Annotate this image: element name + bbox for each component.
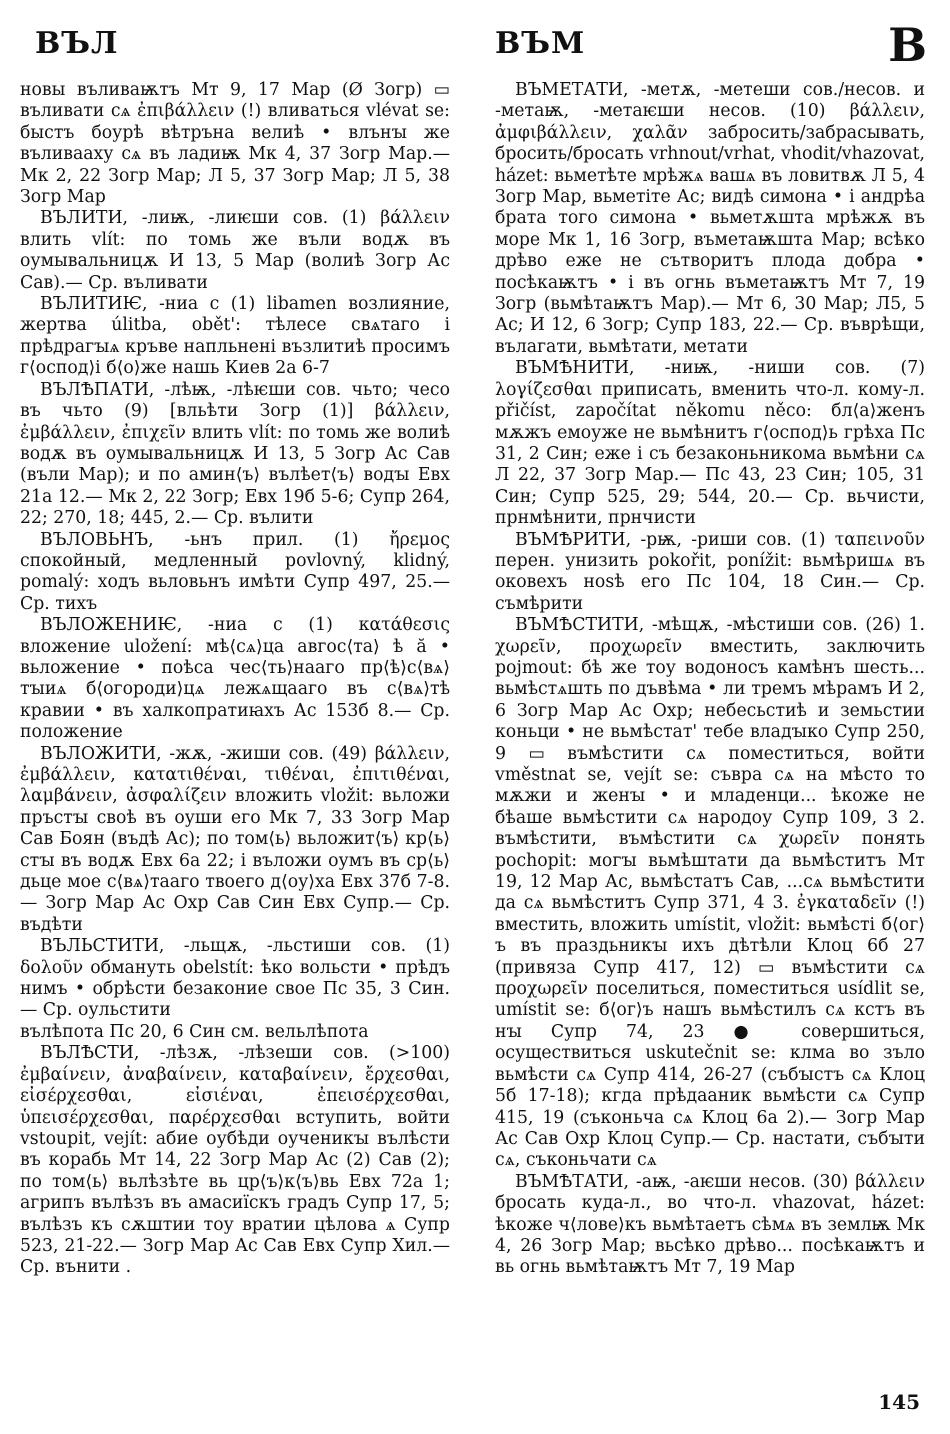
left-column [20,80,450,1279]
entry-valepota: вълѣпота Пс 20, 6 Син см. вельлѣпота [20,1021,369,1042]
section-letter: В [888,18,928,72]
entry-vametati: ВЪМЕТАТИ, -метѫ, -метеши сов./несов. и -метаѭ, -метаѥши несов. (10) βάλλειν, ἀμφιβάλλειν, χαλᾶν забросить/забрасывать, бросить/бросать vrhnout/vrhat, vhodit/vhazovat, házet: вьметѣте мрѣжѧ вашѧ въ ловитвѫ Л 5, 4 Зогр Мар, вьметіте Ас; видѣ симона • і андрѣа брата того симона • вьметѫшта мрѣжѫ въ море Мк 1, 16 Зогр, въметаѭшта Мар; всѣко дрѣво еже не сътворитъ плода добра • посѣкаѭтъ • і въ огнь въметаѭтъ Мт 7, 19 Зогр (вьмѣтаѭтъ Мар).— Мт 6, 30 Мар; Л5, 5 Ас; И 12, 6 Зогр; Супр 183, 22.— Ср. въврѣщи, вълагати, вьмѣтати, метати [495,80,926,357]
entry-valitie: ВЪЛИТИѤ, -ниа с (1) libamen возлияние, жертва úlitba, obět': тѣлесе свѧтаго і прѣдрагꙑѧ кръве напльнені възлитиѣ просимъ г⟨оспод⟩і б⟨о⟩же нашь Киев 2а 6-7 [20,294,450,379]
entry-vametati-impf: ВЪМѢТАТИ, -аѭ, -аѥши несов. (30) βάλλειν бросать куда-л., во что-л. vhazovat, házet: ѣкоже ч⟨лове⟩къ вьмѣтаетъ сѣмѧ въ землѭ Мк 4, 26 Зогр Мар; вьсѣко дрѣво... посѣкаѭтъ и вь огнь вьмѣтаѭтъ Мт 7, 19 Мар [495,1171,925,1278]
entry-valozhiti: ВЪЛОЖИТИ, -жѫ, -жиши сов. (49) βάλλειν, ἐμβάλλειν, κατατιθέναι, τιθέναι, ἐπιτιθέναι, λαμβάνειν, ἀσφαλίζειν вложить vložit: вьложи пръстꙑ своѣ въ оуши его Мк 7, 33 Зогр Мар Сав Боян (въдѣ Ас); по том⟨ь⟩ вьложит⟨ъ⟩ кр⟨ь⟩стꙑ въ водѫ Евх 6а 22; і въложи оумъ въ ср⟨ь⟩дьце мое с⟨вѧ⟩тааго твоего д⟨оу⟩ха Евх 37б 7-8.— Зогр Мар Ас Охр Сав Син Евх Супр.— Ср. въдѣти [20,743,450,935]
entry-valstiti: ВЪЛЬСТИТИ, -льщѫ, -льстиши сов. (1) δολοῦν обмануть obelstít: ѣко вольсти • прѣдъ нимъ • обрѣсти безаконие свое Пс 35, 3 Син.— Ср. оульстити [20,936,450,1021]
running-head-center: ВЪМ [495,26,586,61]
entry-valesti: ВЪЛѢСТИ, -лѣзѫ, -лѣзеши сов. (>100) ἐμβαίνειν, ἀναβαίνειν, καταβαίνειν, ἔρχεσθαι, εἰσέρχεσθαι, εἰσιέναι, ἐπεισέρχεσθαι, ὑπεισέρχεσθαι, παρέρχεσθαι вступить, войти vstoupit, vejít: абие оубѣди оученикꙑ вълѣсти въ корабь Мт 14, 22 Зогр Мар Ас (2) Сав (2); по том⟨ь⟩ вьлѣзѣте вь цр⟨ъ⟩к⟨ъ⟩вь Евх 72а 1; агрипъ вълѣзъ въ амасиїскъ градъ Супр 17, 5; вълѣзъ къ сѫштии тоу вратии цѣлова ѧ Супр 523, 21-22.— Зогр Мар Ас Сав Евх Супр Хил.— Ср. вънити . [20,1043,450,1278]
entry-valepati: ВЪЛѢПАТИ, -лѣѭ, -лѣѥши сов. чьто; чесо въ чьто (9) [вльѣти Зогр (1)] βάλλειν, ἐμβάλλειν, ἐπιχεῖν влить vlít: по томь же волиѣ водѫ въ оумывальницѫ И 13, 5 Зогр Ас Сав (въли Мар); и по амин⟨ъ⟩ вълѣет⟨ъ⟩ водꙑ Евх 21а 12.— Мк 2, 22 Зогр; Евх 19б 5-6; Супр 264, 22; 270, 18; 445, 2.— Ср. вълити [20,379,450,529]
entry-vameriti: ВЪМѢРИТИ, -рѭ, -риши сов. (1) ταπεινοῦν перен. унизить pokořit, ponížit: вьмѣришѧ въ оковехъ ноѕѣ его Пс 104, 18 Син.— Ср. съмѣрити [495,529,925,614]
entry-valovn: ВЪЛОВЬНЪ, -ьнъ прил. (1) ἤρεμος спокойный, медленный povlovný, klidný, pomalý: ходъ вьловьнъ имѣти Супр 497, 25.— Ср. тихъ [20,529,450,614]
entry-vameniti: ВЪМѢНИТИ, -ниѭ, -ниши сов. (7) λογίζεσθαι приписать, вменить что-л. кому-л. přičíst, započítat někomu něco: бл⟨а⟩женъ мѫжъ емоуже не вьмѣнитъ г⟨оспод⟩ь грѣха Пс 31, 2 Син; еже і съ безаконьникома вьмѣни сѧ Л 22, 37 Зогр Мар.— Пс 43, 23 Син; 105, 31 Син; Супр 525, 29; 544, 20.— Ср. вьчисти, прнмѣнити, прнчисти [495,358,925,529]
entry-valozhenie: ВЪЛОЖЕНИѤ, -ниа с (1) κατάθεσις вложение uložení: мѣ⟨сѧ⟩ца авгос⟨та⟩ ѣ ӑ • вьложение • поѣса чес⟨ть⟩наагo пр⟨ѣ⟩с⟨вѧ⟩тꙑиѧ б⟨огороди⟩цѧ лежѧщааго въ с⟨вѧ⟩тѣ кравии • въ халкопратиꙗхъ Ас 153б 8.— Ср. положение [20,615,450,743]
running-head-left: ВЪЛ [35,26,119,61]
right-column [495,80,925,1279]
entry-valiti: ВЪЛИТИ, -лиѭ, -лиѥши сов. (1) βάλλειν влить vlít: по томь же въли водѫ въ оумывальницѫ И 13, 5 Мар (волиѣ Зогр Ас Сав).— Ср. въливати [20,208,450,293]
entry-vamestiti: ВЪМѢСТИТИ, -мѣщѫ, -мѣстиши сов. (26) 1. χωρεῖν, προχωρεῖν вместить, заключить pojmout: бѣ же тоу водоносъ камѣнъ шесть... вьмѣстѧшть по дъвѣма • ли тремъ мѣрамъ И 2, 6 Зогр Мар Ас Охр; небесьстиѣ и земьстии коньци • не вьмѣстат' тебе владꙑко Супр 250, 9 ▭ въмѣстити сѧ поместиться, войти vměstnat se, vejít se: съвра сѧ на мѣсто то мѫжи и женꙑ • и младенци... ѣкоже не бѣаше вьмѣстити сѧ народоу Супр 109, 3 2. въмѣстити, въмѣстити сѧ χωρεῖν понять pochopit: могꙑ вьмѣштати да вьмѣститъ Мт 19, 12 Мар Ас, вьмѣстатъ Сав, ...сѧ вьмѣстити да сѧ вьмѣститъ Супр 371, 4 3. ἐγκαταδεῖν (!) вместить, вложить umístit, vložit: вьмѣсті б⟨ог⟩ъ въ праздьникꙑ ихъ дѣтѣли Клоц 6б 27 (привяза Супр 417, 12) ▭ въмѣстити сѧ προχωρεῖν поселиться, поместиться usídlit se, umístit se: б⟨ог⟩ъ нашъ вьмѣстилъ сѧ кстъ въ нꙑ Супр 74, 23 ● совершиться, осуществиться uskutečnit se: клма во зъло вьмѣсти сѧ Супр 414, 26-27 (събꙑстъ сѧ Клоц 5б 17-18); кгда прѣдааник вьмѣсти сѧ Супр 415, 19 (съконьча сѧ Клоц 6а 2).— Зогр Мар Ас Сав Охр Клоц Супр.— Ср. настати, събꙑти сѧ, съконьчати сѧ [495,615,925,1171]
entry-continuation: новы въливаѭтъ Мт 9, 17 Мар (Ø Зогр) ▭ въливати сѧ ἐπιβάλλειν (!) вливаться vlévat se: быстъ боурѣ вѣтръна велиѣ • влънꙑ же въливааху сѧ въ ладиѭ Мк 4, 37 Зогр Мар.— Мк 2, 22 Зогр Мар; Л 5, 37 Зогр Мар; Л 5, 38 Зогр Мар [20,80,450,208]
page-number: 145 [878,1390,920,1414]
